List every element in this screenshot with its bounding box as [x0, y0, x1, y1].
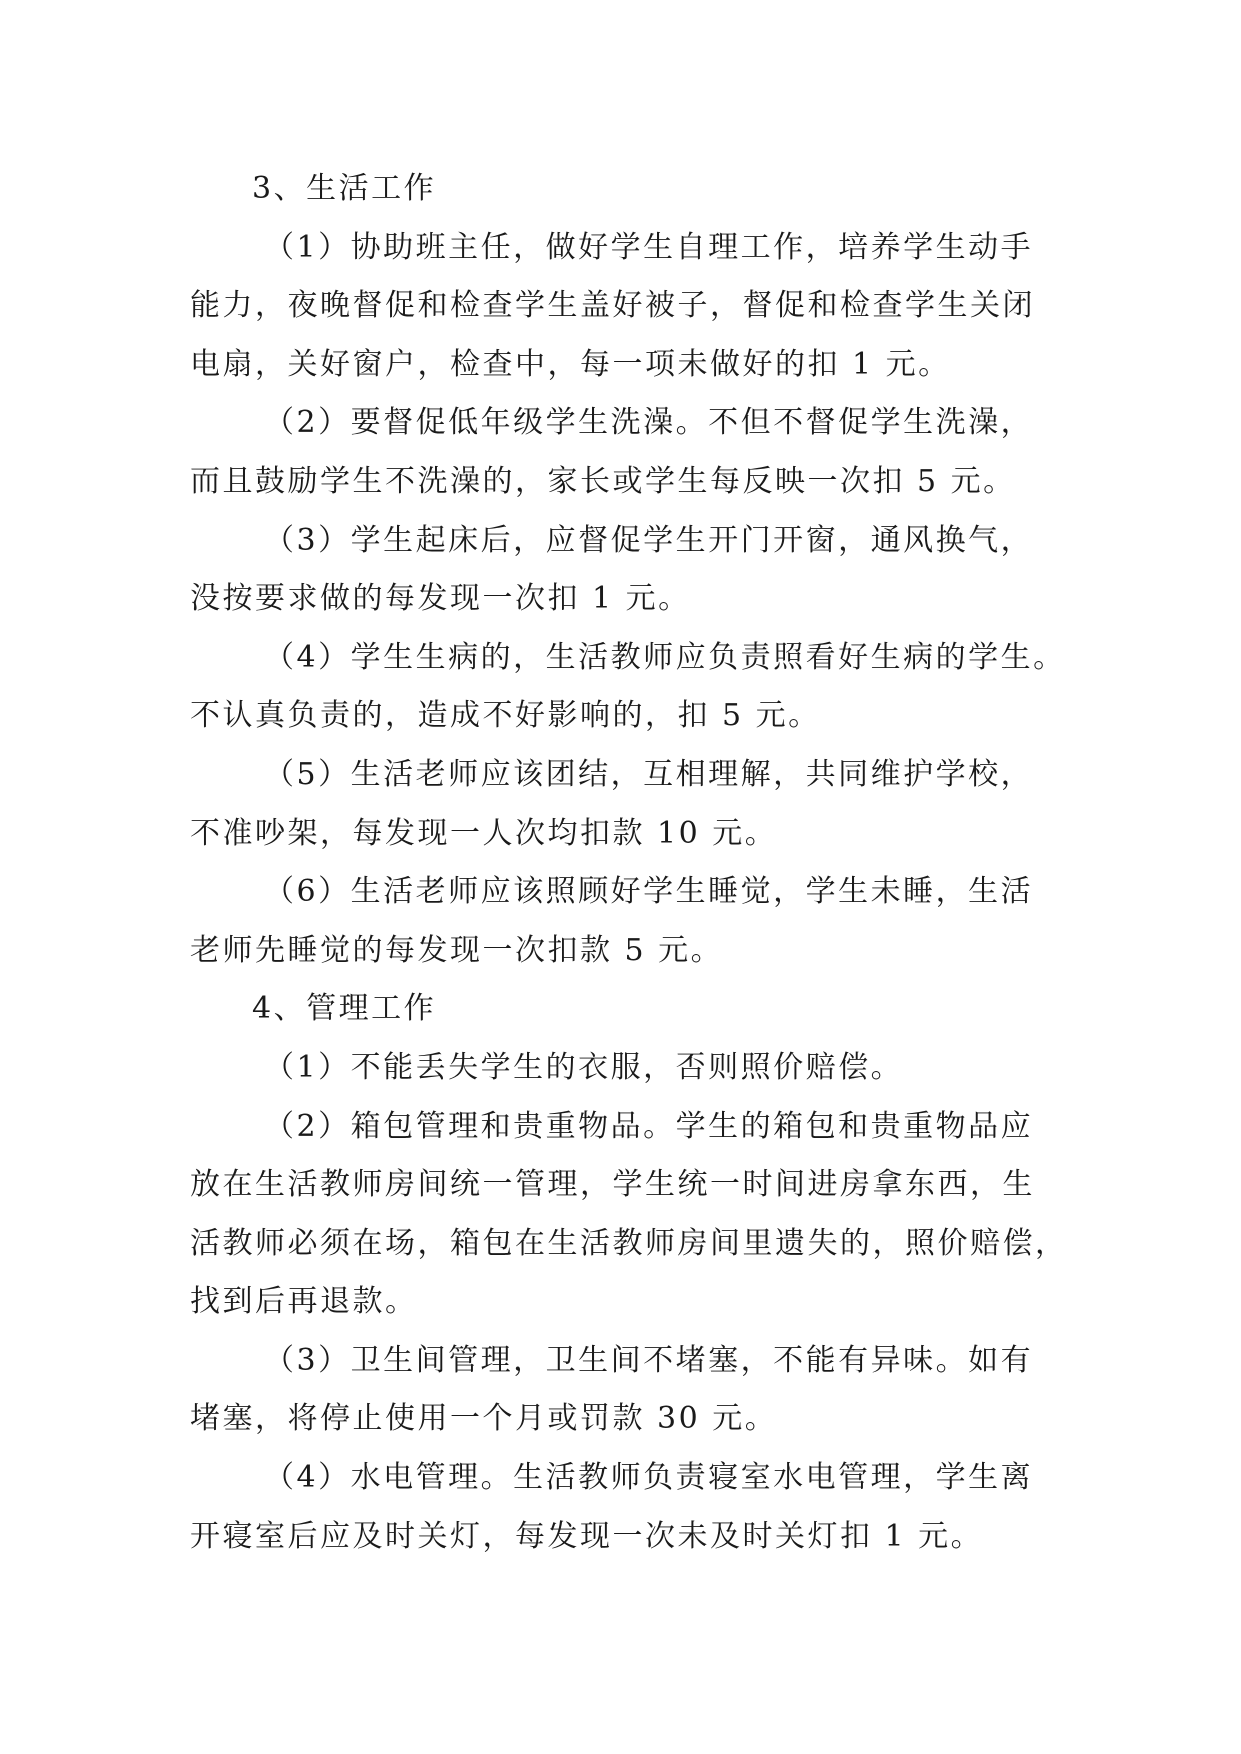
section-heading-life-work: 3、生活工作	[252, 171, 437, 206]
paragraph-line: 老师先睡觉的每发现一次扣款 5 元。	[190, 932, 724, 968]
paragraph-line: 堵塞，将停止使用一个月或罚款 30 元。	[190, 1401, 778, 1437]
paragraph-line: （2）箱包管理和贵重物品。学生的箱包和贵重物品应	[264, 1108, 1034, 1144]
document-body	[190, 160, 1070, 1566]
paragraph-line: 而且鼓励学生不洗澡的，家长或学生每反映一次扣 5 元。	[190, 463, 1016, 499]
paragraph-line: （3）卫生间管理，卫生间不堵塞，不能有异味。如有	[264, 1342, 1034, 1378]
paragraph-line: 能力，夜晚督促和检查学生盖好被子，督促和检查学生关闭	[190, 288, 1035, 324]
paragraph-line: 不准吵架，每发现一人次均扣款 10 元。	[190, 815, 778, 851]
paragraph-line: （5）生活老师应该团结，互相理解，共同维护学校，	[264, 756, 1034, 792]
paragraph-line: 开寝室后应及时关灯，每发现一次未及时关灯扣 1 元。	[190, 1518, 984, 1554]
paragraph-line: （1）协助班主任，做好学生自理工作，培养学生动手	[264, 229, 1034, 265]
paragraph-line: （3）学生起床后，应督促学生开门开窗，通风换气，	[264, 522, 1034, 558]
paragraph-line: （4）学生生病的，生活教师应负责照看好生病的学生。	[264, 639, 1066, 675]
paragraph-line: 活教师必须在场，箱包在生活教师房间里遗失的，照价赔偿，	[190, 1225, 1068, 1261]
paragraph-line: （1）不能丢失学生的衣服，否则照价赔偿。	[264, 1049, 904, 1085]
paragraph-line: 不认真负责的，造成不好影响的，扣 5 元。	[190, 698, 821, 734]
paragraph-line: 找到后再退款。	[190, 1284, 418, 1320]
paragraph-line: （4）水电管理。生活教师负责寝室水电管理，学生离	[264, 1460, 1034, 1496]
paragraph-line: 放在生活教师房间统一管理，学生统一时间进房拿东西，生	[190, 1167, 1035, 1203]
paragraph-line: 没按要求做的每发现一次扣 1 元。	[190, 581, 691, 617]
section-heading-management-work: 4、管理工作	[252, 991, 437, 1027]
paragraph-line: 电扇，关好窗户，检查中，每一项未做好的扣 1 元。	[190, 346, 951, 382]
paragraph-line: （2）要督促低年级学生洗澡。不但不督促学生洗澡，	[264, 405, 1034, 441]
paragraph-line: （6）生活老师应该照顾好学生睡觉，学生未睡，生活	[264, 874, 1034, 910]
